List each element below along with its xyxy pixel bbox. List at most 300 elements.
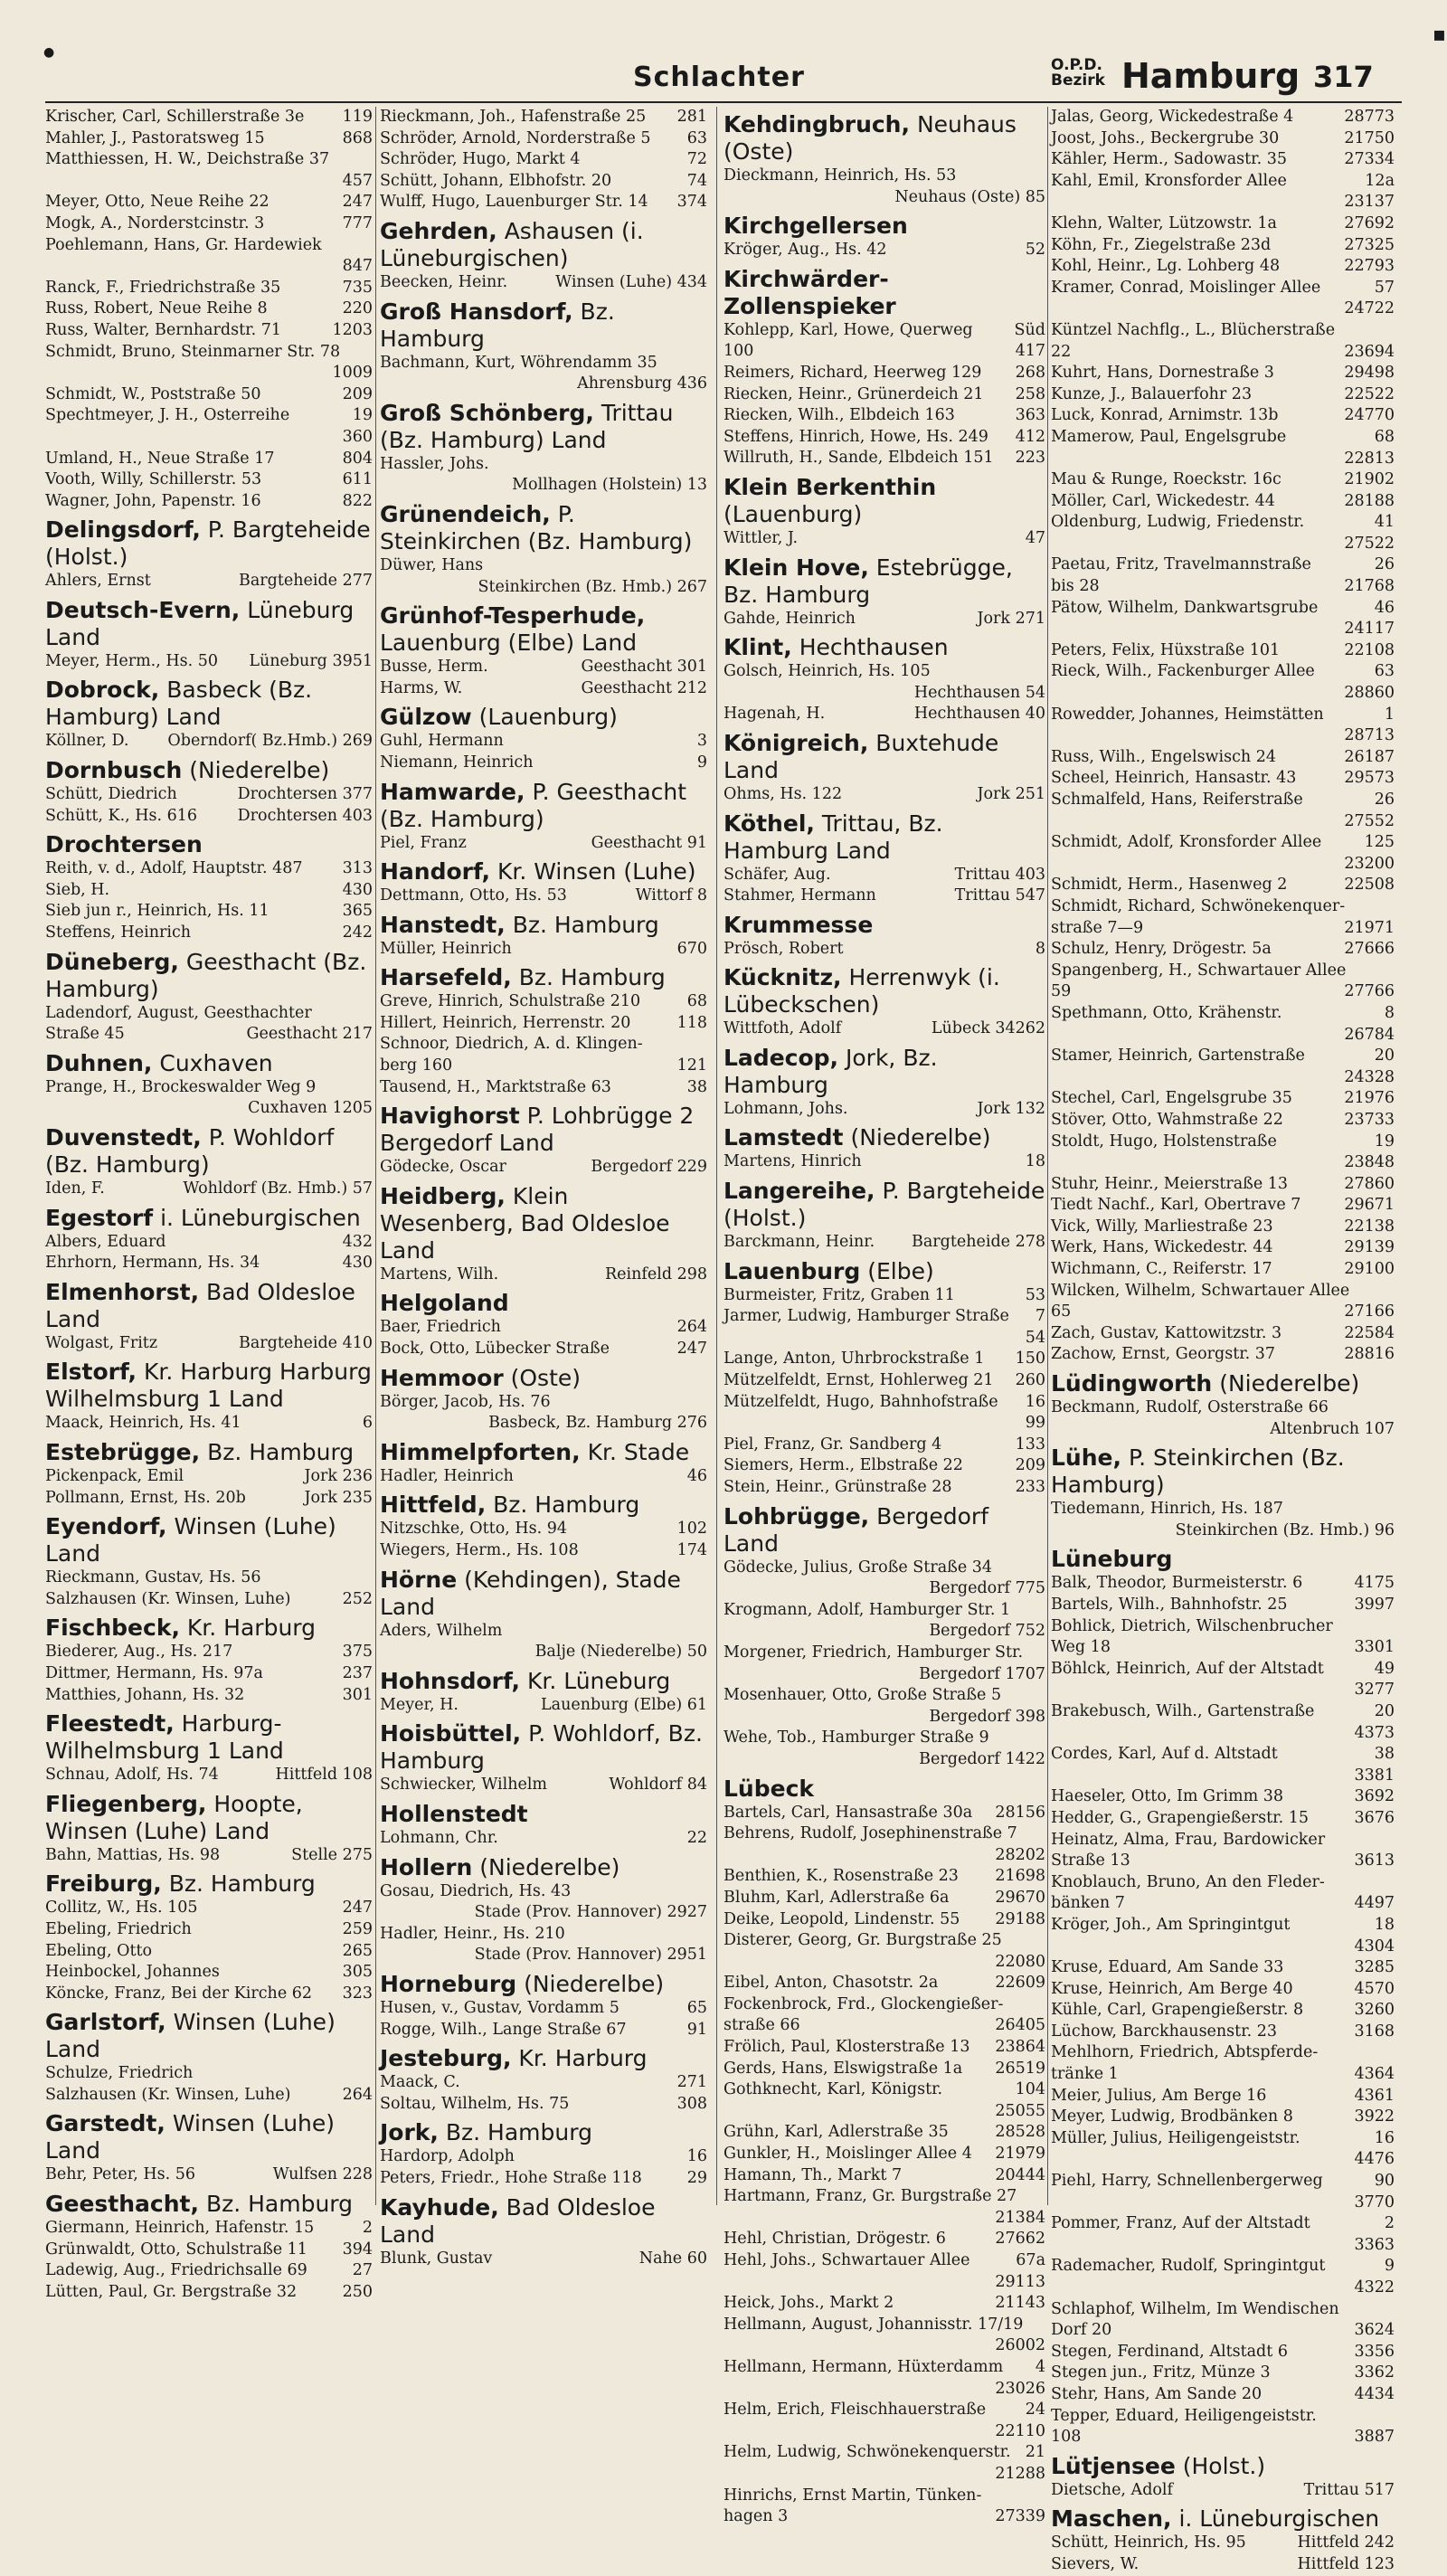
directory-entry: [724, 2442, 1045, 2464]
directory-entry: [724, 1285, 1045, 1307]
entry-name: Steffens, Hinrich, Howe, Hs. 249: [724, 427, 988, 446]
entry-number: 18: [1374, 1915, 1395, 1934]
directory-entry: [1051, 854, 1395, 876]
entry-name: Hartmann, Franz, Gr. Burgstraße 27: [724, 2187, 1017, 2206]
entry-name: Disterer, Georg, Gr. Burgstraße 25: [724, 1931, 1002, 1950]
directory-entry: [724, 2379, 1045, 2401]
entry-number: 375: [342, 1643, 373, 1662]
entry-number: 27662: [995, 2230, 1045, 2249]
entry-name: Behrens, Rudolf, Josephinenstraße 7: [724, 1824, 1017, 1843]
entry-name: Schäfer, Aug.: [724, 865, 831, 884]
entry-name: Dettmann, Otto, Hs. 53: [380, 886, 567, 905]
directory-entry: [724, 2486, 1045, 2507]
locality-name: Kirchgellersen: [724, 213, 908, 240]
locality-heading: [45, 1359, 373, 1413]
entry-number: [369, 149, 373, 171]
entry-name: Benthien, K., Rosenstraße 23: [724, 1867, 959, 1886]
entry-number: 847: [342, 257, 373, 276]
directory-entry: [1051, 1302, 1395, 1323]
entry-number: 21976: [1344, 1089, 1395, 1108]
directory-entry: [1051, 256, 1395, 278]
directory-entry: [724, 1232, 1045, 1254]
locality-name: Lütjensee: [1051, 2452, 1176, 2479]
entry-number: 7: [1035, 1307, 1045, 1326]
entry-name: Klehn, Walter, Lützowstr. 1a: [1051, 213, 1277, 232]
entry-number: Balje (Niederelbe) 50: [534, 1643, 707, 1662]
entry-name: Düwer, Hans: [380, 555, 484, 574]
directory-entry: [1051, 1217, 1395, 1238]
directory-entry: [45, 278, 373, 299]
locality-name: Kücknitz,: [724, 964, 842, 991]
entry-number: 104: [1015, 2080, 1045, 2099]
entry-name: Krogmann, Adolf, Hamburger Str. 1: [724, 1600, 1011, 1619]
directory-entry: [380, 577, 707, 599]
entry-name: Brakebusch, Wilh., Gartenstraße: [1051, 1701, 1315, 1720]
entry-name: Hassler, Johs.: [380, 454, 489, 473]
directory-entry: [380, 939, 707, 961]
entry-number: Bergedorf 398: [929, 1707, 1045, 1726]
entry-name: Gosau, Diedrich, Hs. 43: [380, 1881, 572, 1900]
locality-heading: [45, 1870, 373, 1898]
entry-number: Bargteheide 278: [912, 1233, 1045, 1252]
entry-name: 100: [724, 342, 754, 361]
entry-number: 271: [676, 2073, 707, 2092]
directory-entry: [1051, 2235, 1395, 2257]
entry-number: 28528: [995, 2123, 1045, 2142]
entry-number: 29139: [1344, 1238, 1395, 1257]
entry-number: 68: [1374, 427, 1395, 446]
directory-entry: [724, 1306, 1045, 1328]
entry-number: 22138: [1344, 1217, 1395, 1236]
directory-entry: [724, 2464, 1045, 2486]
entry-number: 247: [342, 193, 373, 212]
locality-region: Lüneburg Land: [45, 596, 355, 650]
locality-region: P. Wohldorf, Bz. Hamburg: [380, 1720, 703, 1775]
directory-entry: [1051, 534, 1395, 555]
entry-number: 3887: [1354, 2428, 1395, 2447]
entry-number: [1391, 1397, 1395, 1419]
directory-entry: [1051, 2042, 1395, 2064]
locality-heading: [724, 1045, 1045, 1099]
entry-number: Jork 271: [977, 609, 1045, 628]
locality-heading: [724, 1258, 1045, 1285]
locality-region: (Niederelbe): [479, 1853, 620, 1880]
locality-name: Klein Hove,: [724, 554, 869, 581]
locality-region: Klein Wesenberg, Bad Oldesloe Land: [380, 1182, 670, 1264]
locality-region: Bz. Hamburg: [445, 2119, 592, 2146]
locality-region: Harburg-Wilhelmsburg 1 Land: [45, 1710, 284, 1765]
entry-name: Martens, Hinrich: [724, 1152, 862, 1171]
entry-number: 252: [342, 1589, 373, 1608]
directory-entry: [1051, 2363, 1395, 2384]
entry-number: 8: [1035, 939, 1045, 958]
entry-name: hagen 3: [724, 2507, 789, 2526]
page-mark-dot: ●: [43, 45, 55, 60]
entry-name: Aders, Wilhelm: [380, 1621, 503, 1640]
directory-entry: [380, 1056, 707, 1077]
entry-name: Ohms, Hs. 122: [724, 784, 843, 803]
entry-name: Schütt, K., Hs. 616: [45, 806, 198, 825]
entry-number: 29113: [995, 2272, 1045, 2291]
directory-entry: [1051, 790, 1395, 811]
entry-name: Kähler, Herm., Sadowastr. 35: [1051, 150, 1287, 169]
directory-entry: [724, 1349, 1045, 1370]
entry-number: 23694: [1344, 342, 1395, 361]
entry-number: Reinfeld 298: [605, 1264, 707, 1283]
directory-entry: [1051, 2533, 1395, 2554]
locality-heading: [380, 1492, 707, 1519]
locality-region: (Elbe): [867, 1257, 934, 1284]
entry-number: 26002: [995, 2336, 1045, 2355]
locality-region: i. Lüneburgischen: [160, 1204, 361, 1231]
page-mark-corner: ▪: [1433, 24, 1446, 46]
entry-number: 374: [676, 193, 707, 212]
locality-region: Trittau (Bz. Hamburg) Land: [380, 399, 674, 453]
entry-name: Mau & Runge, Roeckstr. 16c: [1051, 470, 1281, 489]
entry-number: [1391, 2299, 1395, 2321]
entry-name: Spechtmeyer, J. H., Osterreihe: [45, 406, 290, 425]
entry-name: Rieckmann, Joh., Hafenstraße 25: [380, 108, 647, 126]
locality-name: Duhnen,: [45, 1049, 153, 1076]
entry-number: 3260: [1354, 2001, 1395, 2020]
directory-entry: [1051, 1893, 1395, 1915]
locality-heading: [380, 602, 707, 657]
entry-number: 3613: [1354, 1852, 1395, 1870]
directory-entry: [45, 256, 373, 278]
locality-name: Lübeck: [724, 1775, 815, 1802]
directory-entry: [380, 678, 707, 700]
locality-heading: [45, 1050, 373, 1077]
directory-entry: [45, 806, 373, 828]
locality-name: Grünhof-Tesperhude,: [380, 602, 646, 630]
entry-name: Ladendorf, August, Geesthachter: [45, 1003, 312, 1022]
directory-entry: [380, 192, 707, 213]
entry-number: 394: [342, 2240, 373, 2259]
entry-number: Bergedorf 1422: [919, 1749, 1045, 1768]
entry-name: Kuhrt, Hans, Dornestraße 3: [1051, 364, 1274, 383]
entry-name: Grünwaldt, Otto, Schulstraße 11: [45, 2240, 307, 2259]
entry-name: Kahl, Emil, Kronsforder Allee: [1051, 171, 1287, 190]
directory-entry: [1051, 2384, 1395, 2406]
locality-heading: [45, 677, 373, 731]
directory-entry: [724, 2015, 1045, 2037]
directory-entry: [1051, 1419, 1395, 1441]
directory-entry: [1051, 1003, 1395, 1025]
locality-name: Düneberg,: [45, 948, 179, 975]
entry-number: 23137: [1344, 193, 1395, 212]
directory-entry: [724, 1707, 1045, 1728]
locality-name: Groß Hansdorf,: [380, 298, 573, 325]
entry-name: Ehrhorn, Hermann, Hs. 34: [45, 1254, 260, 1273]
header-rule: [45, 101, 1402, 103]
entry-number: 804: [342, 449, 373, 468]
directory-entry: [380, 149, 707, 171]
directory-entry: [380, 555, 707, 577]
entry-number: 3: [696, 732, 707, 751]
locality-heading: [45, 2009, 373, 2063]
entry-name: Lohmann, Chr.: [380, 1828, 498, 1847]
directory-entry: [45, 128, 373, 150]
directory-entry: [45, 1466, 373, 1488]
locality-region: Bz. Hamburg: [380, 298, 615, 352]
entry-name: Schulz, Henry, Drögestr. 5a: [1051, 940, 1272, 959]
entry-name: Vick, Willy, Marliestraße 23: [1051, 1217, 1273, 1236]
entry-number: 3624: [1354, 2321, 1395, 2340]
entry-number: 18: [1025, 1152, 1045, 1171]
locality-heading: [724, 964, 1045, 1018]
locality-region: i. Lüneburgischen: [1178, 2505, 1380, 2533]
entry-name: Collitz, W., Hs. 105: [45, 1899, 198, 1918]
entry-name: Mahler, J., Pastoratsweg 15: [45, 128, 265, 147]
directory-entry: [724, 2421, 1045, 2443]
directory-entry: [1051, 2192, 1395, 2214]
directory-entry: [380, 374, 707, 395]
directory-entry: [45, 1098, 373, 1120]
locality-heading: [724, 1178, 1045, 1232]
locality-name: Groß Schönberg,: [380, 399, 594, 426]
entry-number: 23200: [1344, 854, 1395, 873]
directory-entry: [380, 1902, 707, 1924]
locality-name: Hemmoor: [380, 1364, 504, 1391]
directory-entry: [724, 1018, 1045, 1040]
entry-number: 52: [1025, 241, 1045, 260]
entry-name: Matthies, Johann, Hs. 32: [45, 1685, 245, 1704]
directory-entry: [45, 784, 373, 806]
locality-region: Herrenwyk (i. Lübeckschen): [724, 964, 1000, 1018]
directory-entry: [1051, 619, 1395, 640]
directory-entry: [1051, 832, 1395, 854]
entry-number: 22: [686, 1828, 707, 1847]
entry-number: 2: [1384, 2214, 1395, 2233]
entry-number: 38: [686, 1077, 707, 1096]
entry-name: straße 7—9: [1051, 918, 1144, 937]
directory-entry: [1051, 747, 1395, 769]
directory-entry: [724, 704, 1045, 725]
entry-name: Hadler, Heinrich: [380, 1466, 514, 1485]
entry-name: Gunkler, H., Moislinger Allee 4: [724, 2145, 972, 2164]
locality-region: Bz. Hamburg: [493, 1492, 640, 1519]
entry-number: Wulfsen 228: [272, 2165, 373, 2184]
entry-name: Rowedder, Johannes, Heimstätten: [1051, 705, 1324, 724]
locality-region: (Lauenburg): [478, 704, 618, 731]
locality-region: Hechthausen: [799, 634, 949, 661]
directory-entry: [380, 2249, 707, 2270]
entry-number: 20444: [995, 2165, 1045, 2184]
entry-number: 313: [342, 859, 373, 878]
entry-name: Schnau, Adolf, Hs. 74: [45, 1766, 219, 1785]
locality-name: Hoisbüttel,: [380, 1720, 522, 1747]
directory-entry: [724, 1578, 1045, 1600]
column-1: [45, 107, 373, 2301]
directory-entry: [45, 1765, 373, 1786]
entry-number: 360: [342, 427, 373, 446]
entry-number: 308: [676, 2094, 707, 2113]
locality-region: Winsen (Luhe) Land: [45, 2009, 336, 2063]
directory-entry: [1051, 725, 1395, 747]
entry-number: 46: [686, 1466, 707, 1485]
directory-entry: [724, 528, 1045, 550]
entry-number: Jork 132: [977, 1099, 1045, 1118]
entry-name: Russ, Robert, Neue Reihe 8: [45, 299, 268, 318]
entry-number: 363: [1015, 406, 1045, 425]
directory-entry: [380, 1945, 707, 1966]
entry-name: Rogge, Wilh., Lange Straße 67: [380, 2020, 627, 2039]
entry-name: Salzhausen (Kr. Winsen, Luhe): [45, 2085, 291, 2104]
directory-entry: [1051, 1499, 1395, 1520]
entry-name: Werk, Hans, Wickedestr. 44: [1051, 1238, 1273, 1257]
entry-name: Greve, Hinrich, Schulstraße 210: [380, 992, 641, 1011]
locality-name: Elmenhorst,: [45, 1278, 200, 1305]
entry-number: Cuxhaven 1205: [248, 1099, 373, 1118]
locality-heading: [380, 501, 707, 555]
directory-entry: [1051, 2022, 1395, 2043]
locality-name: Hohnsdorf,: [380, 1667, 520, 1694]
entry-number: [1042, 1823, 1045, 1845]
entry-name: Rieck, Wilh., Fackenburger Allee: [1051, 662, 1315, 681]
locality-heading: [380, 1103, 707, 1157]
locality-region: Jork, Bz. Hamburg: [724, 1044, 938, 1098]
directory-entry: [1051, 661, 1395, 683]
entry-number: [369, 342, 373, 364]
entry-number: [704, 1392, 707, 1414]
locality-heading: [724, 1124, 1045, 1151]
directory-entry: [724, 1845, 1045, 1867]
entry-name: Zachow, Ernst, Georgstr. 37: [1051, 1345, 1276, 1364]
entry-number: 27334: [1344, 150, 1395, 169]
locality-region: (Kehdingen), Stade Land: [380, 1566, 681, 1620]
entry-number: [1391, 1872, 1395, 1894]
entry-number: 24: [1025, 2401, 1045, 2420]
locality-region: Kr. Harburg: [186, 1615, 316, 1642]
opd-label: O.P.D.: [1051, 56, 1102, 74]
directory-entry: [724, 2272, 1045, 2294]
entry-number: Bergedorf 229: [591, 1158, 707, 1177]
entry-number: [369, 1077, 373, 1099]
directory-entry: [45, 731, 373, 753]
entry-number: [704, 1924, 707, 1946]
entry-name: Prösch, Robert: [724, 939, 844, 958]
locality-name: Himmelpforten,: [380, 1438, 581, 1465]
entry-number: 47: [1025, 528, 1045, 547]
entry-name: Joost, Johs., Beckergrube 30: [1051, 128, 1280, 147]
locality-name: Lamstedt: [724, 1124, 844, 1151]
locality-heading: [724, 266, 1045, 320]
entry-number: 258: [1015, 384, 1045, 403]
entry-name: Heick, Johs., Markt 2: [724, 2294, 894, 2313]
directory-entry: [380, 1642, 707, 1663]
entry-name: Mosenhauer, Otto, Große Straße 5: [724, 1686, 1002, 1705]
entry-name: Ladewig, Aug., Friedrichsalle 69: [45, 2261, 307, 2280]
entry-number: 3363: [1354, 2235, 1395, 2254]
directory-entry: [1051, 875, 1395, 896]
directory-entry: [1051, 1259, 1395, 1281]
locality-name: Kirchwärder-Zollenspieker: [724, 265, 896, 319]
entry-number: 237: [342, 1663, 373, 1682]
entry-name: Pollmann, Ernst, Hs. 20b: [45, 1488, 246, 1507]
entry-number: 74: [686, 171, 707, 190]
locality-name: Fleestedt,: [45, 1710, 175, 1738]
entry-name: Umland, H., Neue Straße 17: [45, 449, 275, 468]
locality-region: (Niederelbe): [189, 757, 330, 784]
directory-entry: [1051, 2480, 1395, 2502]
entry-name: straße 66: [724, 2016, 800, 2035]
locality-region: Neuhaus (Oste): [724, 111, 1017, 165]
directory-entry: [45, 1232, 373, 1254]
directory-entry: [724, 1973, 1045, 1994]
locality-name: Lüneburg: [1051, 1546, 1173, 1573]
locality-region: Bad Oldesloe Land: [45, 1278, 355, 1332]
directory-entry: [1051, 512, 1395, 534]
directory-entry: [1051, 235, 1395, 257]
entry-name: Pommer, Franz, Auf der Altstadt: [1051, 2214, 1310, 2233]
directory-entry: [45, 2085, 373, 2107]
locality-heading: [380, 1290, 707, 1317]
directory-entry: [724, 448, 1045, 469]
entry-name: Nitzschke, Otto, Hs. 94: [380, 1520, 568, 1539]
directory-entry: [724, 2208, 1045, 2230]
directory-entry: [1051, 1281, 1395, 1302]
directory-entry: [1051, 1152, 1395, 1174]
entry-number: Lauenburg (Elbe) 61: [541, 1695, 707, 1714]
entry-number: 3356: [1354, 2342, 1395, 2361]
directory-entry: [1051, 363, 1395, 384]
directory-entry: [724, 1685, 1045, 1707]
locality-heading: [724, 111, 1045, 166]
entry-number: 735: [342, 278, 373, 297]
entry-number: Geesthacht 217: [246, 1025, 373, 1044]
entry-name: Kröger, Joh., Am Springintgut: [1051, 1915, 1291, 1934]
entry-number: 26784: [1344, 1025, 1395, 1044]
entry-number: Trittau 547: [954, 886, 1045, 905]
entry-number: 118: [676, 1013, 707, 1032]
directory-entry: [1051, 576, 1395, 598]
entry-number: 301: [342, 1685, 373, 1704]
directory-entry: [1051, 449, 1395, 470]
entry-number: 247: [676, 1340, 707, 1359]
directory-entry: [45, 469, 373, 491]
directory-entry: [1051, 683, 1395, 705]
locality-name: Königreich,: [724, 729, 869, 756]
directory-entry: [45, 149, 373, 171]
locality-name: Deutsch-Evern,: [45, 596, 241, 623]
directory-entry: [1051, 1616, 1395, 1638]
entry-name: Guhl, Hermann: [380, 732, 504, 751]
locality-heading: [380, 2119, 707, 2146]
entry-number: 3362: [1354, 2363, 1395, 2382]
locality-heading: [45, 1124, 373, 1179]
entry-name: Mogk, A., Norderstcinstr. 3: [45, 213, 265, 232]
entry-name: Ebeling, Friedrich: [45, 1919, 192, 1938]
entry-name: Mützelfeldt, Hugo, Bahnhofstraße: [724, 1392, 998, 1411]
directory-entry: [1051, 469, 1395, 491]
column-2: [380, 107, 707, 2268]
directory-entry: [1051, 1786, 1395, 1808]
entry-number: 4361: [1354, 2086, 1395, 2105]
entry-number: 8: [1384, 1003, 1395, 1022]
entry-name: Knoblauch, Bruno, An den Fleder-: [1051, 1872, 1325, 1891]
directory-entry: [380, 475, 707, 497]
entry-number: 28156: [995, 1803, 1045, 1822]
locality-heading: [380, 912, 707, 939]
directory-entry: [380, 991, 707, 1013]
entry-number: 3676: [1354, 1808, 1395, 1827]
entry-number: 16: [1374, 2128, 1395, 2147]
entry-number: 28713: [1344, 726, 1395, 745]
entry-name: Ranck, F., Friedrichstraße 35: [45, 278, 281, 297]
locality-name: Garstedt,: [45, 2110, 166, 2137]
entry-number: 611: [342, 470, 373, 489]
entry-number: 26: [1374, 791, 1395, 809]
